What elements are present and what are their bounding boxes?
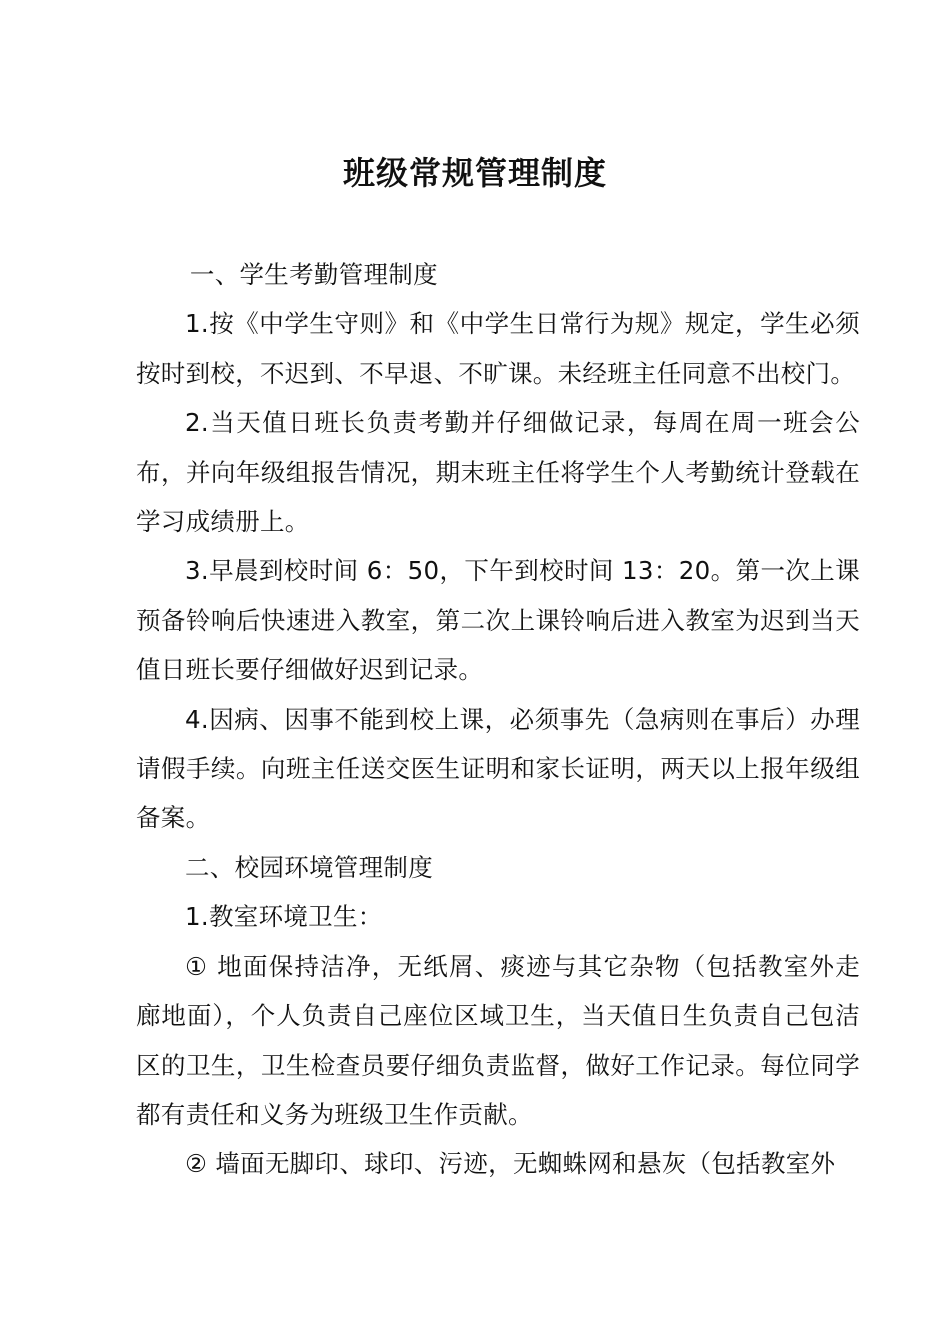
paragraph: 1.按《中学生守则》和《中学生日常行为规》规定，学生必须按时到校，不迟到、不早退、不旷课。未经班主任同意不出校门。 [136,309,860,388]
paragraph: ② 墙面无脚印、球印、污迹，无蜘蛛网和悬灰（包括教室外 [185,1149,836,1179]
subheading-classroom-hygiene: 1.教室环境卫生： [185,902,383,932]
paragraph: 3.早晨到校时间 6：50，下午到校时间 13：20。第一次上课预备铃响后快速进入教室，第二次上课铃响后进入教室为迟到当天值日班长要仔细做好迟到记录。 [136,556,860,685]
paragraph: 2.当天值日班长负责考勤并仔细做记录，每周在周一班会公布，并向年级组报告情况，期末班主任将学生个人考勤统计登载在学习成绩册上。 [136,408,860,537]
paragraph: ① 地面保持洁净，无纸屑、痰迹与其它杂物（包括教室外走廊地面），个人负责自己座位区域卫生，当天值日生负责自己包洁区的卫生，卫生检查员要仔细负责监督，做好工作记录。每位同学都有责任和义务为班级卫生作贡献。 [136,951,860,1129]
document-title: 班级常规管理制度 [342,154,607,192]
paragraph: 4.因病、因事不能到校上课，必须事先（急病则在事后）办理请假手续。向班主任送交医生证明和家长证明，两天以上报年级组备案。 [136,704,860,833]
document-body [136,250,860,1189]
section-heading-environment: 二、校园环境管理制度 [185,852,433,882]
section-heading-attendance: 一、学生考勤管理制度 [189,260,438,289]
